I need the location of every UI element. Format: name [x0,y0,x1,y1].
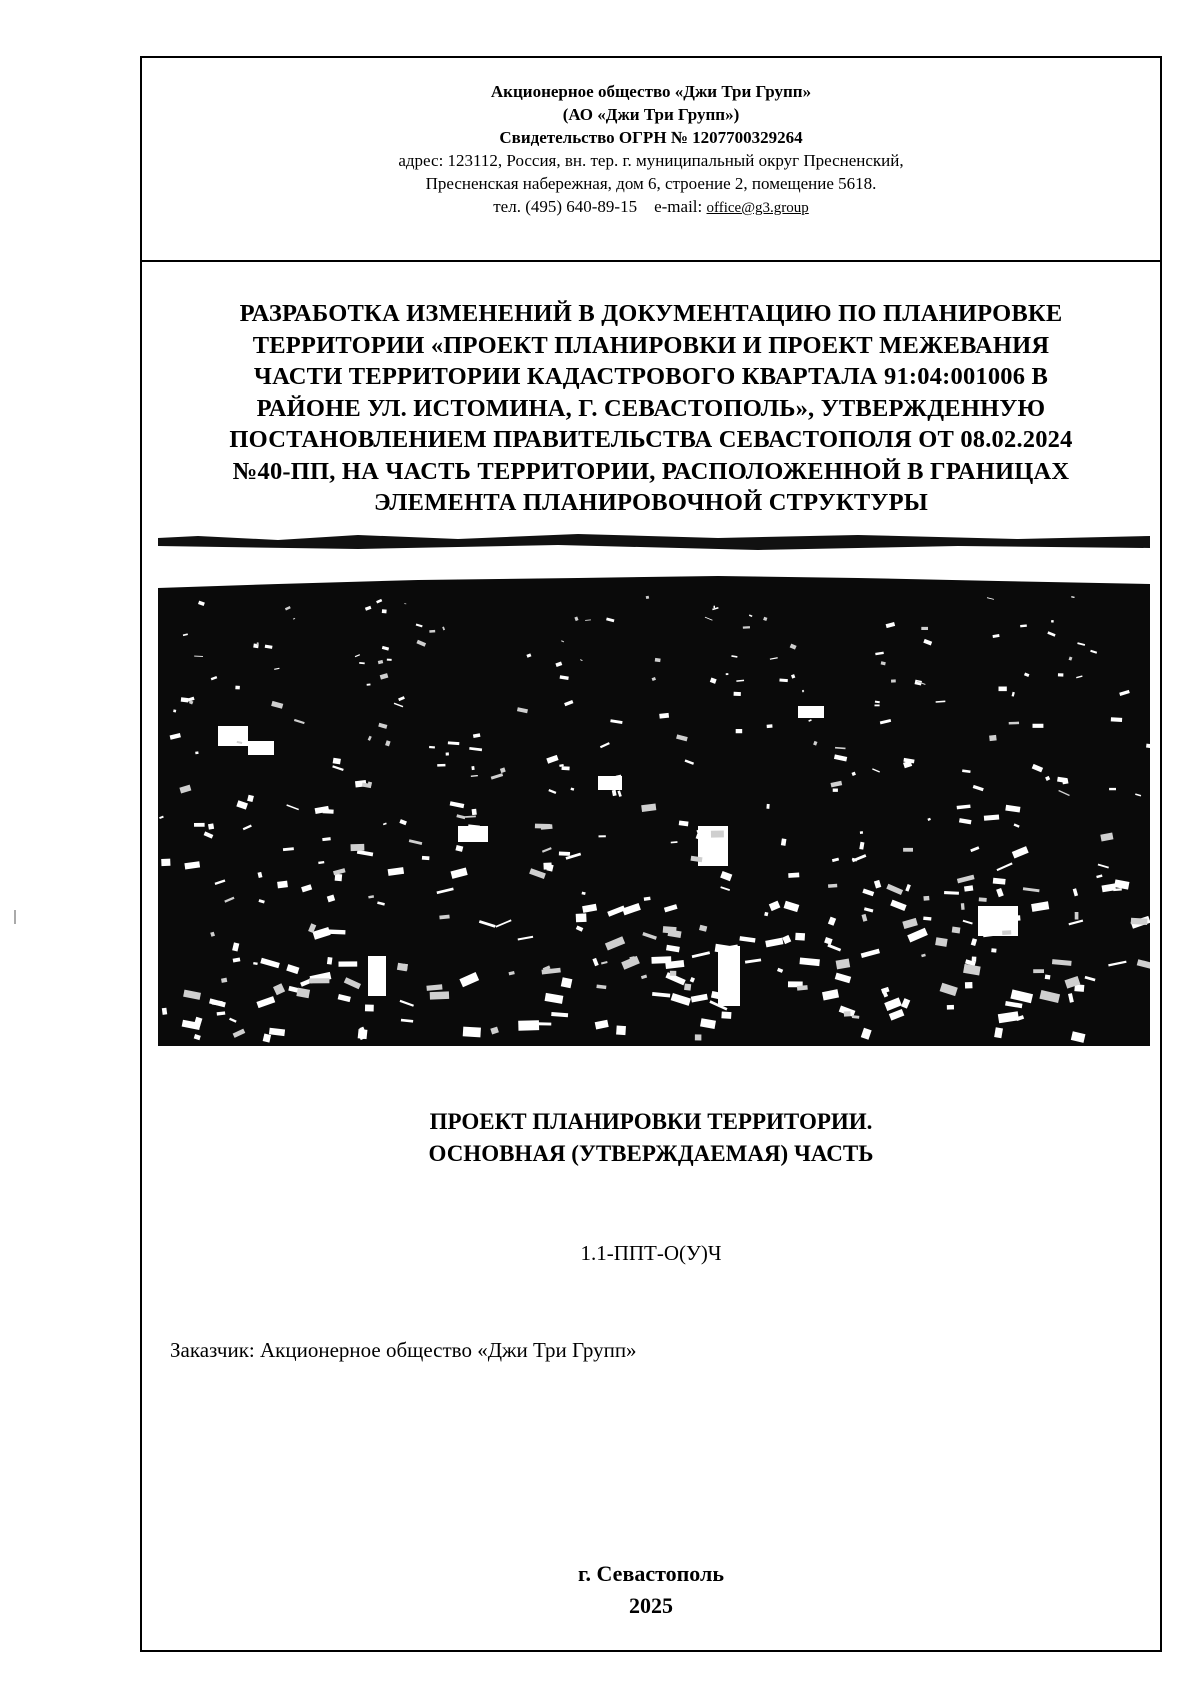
photo-texture-mark [979,897,987,902]
photo-building-mark [248,741,274,755]
photo-texture-mark [961,903,965,910]
document-title [162,298,1140,519]
photo-texture-mark [429,630,435,633]
photo-texture-mark [1109,788,1116,790]
photo-texture-mark [309,978,329,983]
photo-texture-mark [235,686,240,690]
title-line-1: РАЗРАБОТКА ИЗМЕНЕНИЙ В ДОКУМЕНТАЦИЮ ПО ПЛАНИРОВКЕ [239,300,1063,327]
photo-texture-mark [277,881,288,889]
photo-texture-mark [1051,620,1054,623]
title-line-3: ЧАСТИ ТЕРРИТОРИИ КАДАСТРОВОГО КВАРТАЛА 91:04:001006 В [253,363,1049,390]
photo-texture-mark [989,735,997,741]
photo-texture-mark [173,709,176,712]
photo-texture-mark [903,848,913,852]
photo-texture-mark [616,1026,626,1036]
photo-texture-mark [339,961,358,966]
photo-texture-mark [797,985,808,991]
title-line-5: ПОСТАНОВЛЕНИЕМ ПРАВИТЕЛЬСТВА СЕВАСТОПОЛЯ ОТ 08.02.2024 [229,426,1073,453]
photo-texture-mark [965,982,973,988]
photo-texture-mark [891,679,896,682]
photo-texture-mark [684,984,691,991]
email-link[interactable]: office@g3.group [706,200,809,216]
address-line-2: Пресненская набережная, дом 6, строение 2, помещение 5618. [425,174,877,193]
photo-texture-mark [795,933,805,941]
ogrn-certificate: Свидетельство ОГРН № 1207700329264 [499,128,803,147]
photo-texture-mark [208,823,214,829]
email-label: e-mail: [654,197,703,216]
photo-texture-mark [181,697,189,702]
document-code: 1.1-ППТ-О(У)Ч [580,1241,722,1265]
photo-texture-mark [365,1005,374,1012]
photo-texture-mark [543,863,551,870]
company-name: Акционерное общество «Джи Три Групп» [490,82,812,101]
photo-texture-mark [430,991,449,999]
photo-texture-mark [472,809,477,815]
title-line-4: РАЙОНЕ УЛ. ИСТОМИНА, Г. СЕВАСТОПОЛЬ», УТВЕРЖДЕННУЮ [256,394,1046,422]
photo-texture-mark [711,830,724,837]
photo-texture-mark [537,1022,551,1025]
photo-texture-mark [844,1011,851,1016]
photo-texture-mark [766,804,769,809]
photo-texture-mark [736,729,743,733]
photo-texture-mark [670,971,676,976]
photo-texture-mark [802,690,804,692]
section-title [142,1106,1160,1170]
photo-building-mark [798,706,824,718]
photo-building-mark [978,906,1018,936]
photo-texture-mark [860,831,863,834]
photo-texture-mark [1146,744,1150,748]
page-frame [140,56,1162,1652]
photo-texture-mark [655,658,661,662]
photo-texture-mark [788,873,799,878]
company-header [142,58,1160,262]
photo-texture-mark [1033,969,1044,973]
place-and-year [142,1558,1160,1622]
photo-texture-mark [1033,724,1044,728]
photo-texture-mark [1111,717,1122,722]
photo-texture-mark [767,724,773,728]
photo-texture-mark [833,788,838,791]
photo-texture-mark [1062,778,1069,784]
photo-texture-mark [194,823,205,827]
photo-texture-mark [779,679,787,683]
aerial-city-image [158,526,1150,1046]
title-line-2: ТЕРРИТОРИИ «ПРОЕКТ ПЛАНИРОВКИ И ПРОЕКТ МЕЖЕВАНИЯ [252,331,1050,359]
photo-texture-mark [335,874,343,881]
title-line-7: ЭЛЕМЕНТА ПЛАНИРОВОЧНОЙ СТРУКТУРЫ [373,489,929,516]
address-line-1: адрес: 123112, Россия, вн. тер. г. муниципальный округ Пресненский, [398,151,904,170]
photo-texture-mark [714,606,716,608]
photo-texture-mark [161,859,170,866]
photo-building-mark [598,776,622,790]
photo-texture-mark [646,596,649,599]
photo-building-mark [718,946,740,1006]
photo-texture-mark [1075,912,1079,920]
scan-artifact [14,910,16,924]
photo-texture-mark [599,835,606,837]
photo-texture-mark [921,627,928,630]
year: 2025 [629,1593,673,1618]
photo-texture-mark [1045,975,1051,980]
photo-texture-mark [327,957,333,965]
photo-texture-mark [561,766,569,770]
photo-texture-mark [471,766,474,770]
photo-texture-mark [162,1008,167,1015]
company-short-name: (АО «Джи Три Групп») [562,105,740,124]
section-title-line-2: ОСНОВНАЯ (УТВЕРЖДАЕМАЯ) ЧАСТЬ [428,1141,874,1166]
section-title-line-1: ПРОЕКТ ПЛАНИРОВКИ ТЕРРИТОРИИ. [429,1109,873,1134]
photo-texture-mark [1009,722,1019,725]
photo-texture-mark [567,852,570,854]
photo-texture-mark [972,957,977,962]
photo-texture-mark [734,692,741,696]
photo-texture-mark [429,746,435,749]
photo-building-mark [368,956,386,996]
photo-texture-mark [446,752,449,755]
photo-texture-mark [743,626,750,629]
photo-texture-mark [721,1012,731,1019]
title-line-6: №40-ПП, НА ЧАСТЬ ТЕРРИТОРИИ, РАСПОЛОЖЕННОЙ В ГРАНИЦАХ [232,457,1070,485]
photo-texture-mark [367,684,371,686]
photo-building-mark [218,726,248,746]
photo-texture-mark [463,1027,481,1038]
photo-texture-mark [695,1034,702,1040]
photo-texture-mark [333,758,341,765]
photo-texture-mark [993,878,1006,885]
photo-texture-mark [1058,673,1063,676]
photo-texture-mark [576,913,587,922]
photo-texture-mark [952,927,961,934]
photo-texture-mark [437,764,445,767]
photo-texture-mark [327,929,346,934]
photo-texture-mark [875,705,880,707]
photo-texture-mark [947,1005,954,1010]
photo-texture-mark [387,659,392,661]
photo-texture-mark [828,884,837,888]
city: г. Севастополь [578,1561,724,1586]
photo-texture-mark [195,751,198,754]
customer-line: Заказчик: Акционерное общество «Джи Три Групп» [170,1338,637,1362]
photo-texture-mark [1002,930,1011,935]
photo-texture-mark [382,609,387,613]
photo-texture-mark [663,926,677,934]
photo-building-mark [458,826,488,842]
aerial-photo [158,526,1150,1046]
photo-texture-mark [659,713,669,719]
photo-texture-mark [923,896,929,901]
contacts-line [142,195,1160,220]
photo-texture-mark [422,856,430,860]
photo-texture-mark [518,1020,539,1030]
photo-texture-mark [726,673,729,675]
photo-texture-mark [999,686,1007,691]
photo-texture-mark [991,948,996,952]
photo-texture-mark [1131,918,1148,925]
photo-texture-mark [351,844,365,851]
phone: тел. (495) 640-89-15 [493,197,638,216]
